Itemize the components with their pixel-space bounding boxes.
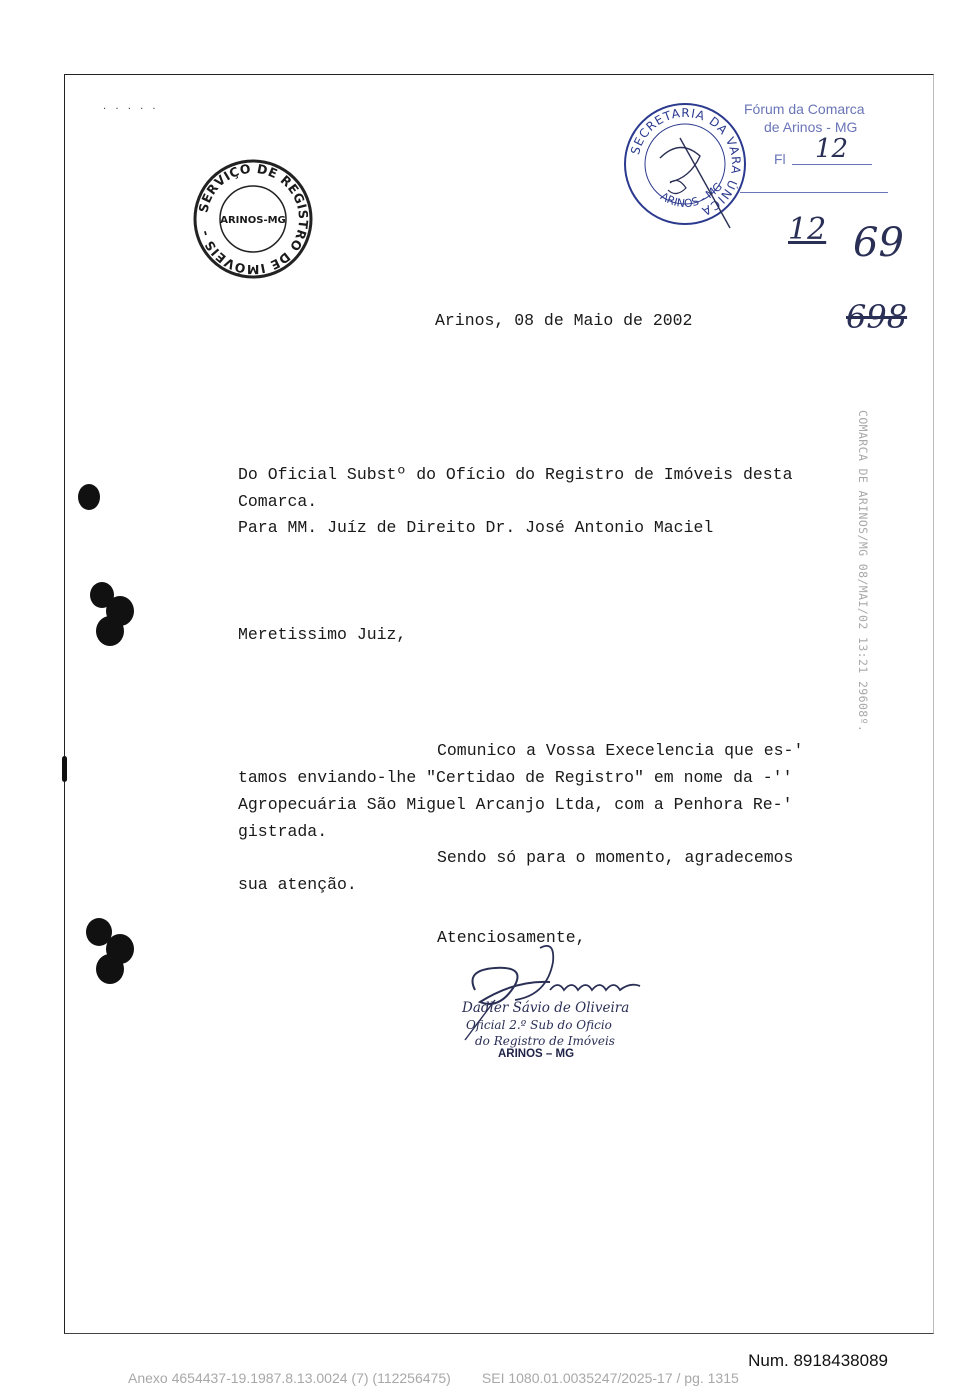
forum-base-line bbox=[740, 192, 888, 193]
edge-mark bbox=[62, 756, 67, 782]
handwritten-page-number-12: 12 bbox=[788, 212, 827, 247]
secretaria-stamp bbox=[620, 98, 750, 233]
signature-role: Oficial 2.º Sub do Oficio bbox=[466, 1018, 612, 1032]
body-line-1: Comunico a Vossa Execelencia que es-' bbox=[437, 741, 804, 760]
footer-reference: Anexo 4654437-19.1987.8.13.0024 (7) (112256475) SEI 1080.01.0035247/2025-17 / pg. 1315 bbox=[128, 1370, 739, 1386]
punch-hole-middle bbox=[90, 582, 136, 648]
speck-marks: · · · · · bbox=[103, 104, 159, 115]
registro-stamp bbox=[192, 158, 314, 280]
registro-stamp-center: ARINOS-MG bbox=[220, 215, 286, 226]
body-line-5: Sendo só para o momento, agradecemos bbox=[437, 848, 794, 867]
forum-fl-line bbox=[792, 164, 872, 165]
forum-stamp bbox=[740, 100, 890, 190]
body-line-4: gistrada. bbox=[238, 822, 328, 841]
handwritten-page-number-69: 69 bbox=[853, 220, 904, 266]
from-line-1: Do Oficial Substº do Ofício do Registro de Imóveis desta bbox=[238, 465, 793, 484]
secretaria-ring-text: SECRETARIA DA VARA ÚNICA bbox=[628, 105, 744, 219]
signature-office: do Registro de Imóveis bbox=[475, 1034, 615, 1048]
secretaria-bottom-text: ARINOS - MG bbox=[658, 179, 725, 211]
punch-hole-bottom bbox=[86, 918, 136, 984]
forum-fl-number: 12 bbox=[815, 134, 849, 164]
signature-city: ARINOS – MG bbox=[498, 1048, 575, 1060]
handwritten-page-number-698: 698 bbox=[846, 298, 908, 336]
closing: Atenciosamente, bbox=[437, 928, 586, 947]
body-line-6: sua atenção. bbox=[238, 875, 357, 894]
signature-name: Dadler Sávio de Oliveira bbox=[462, 1000, 630, 1016]
footer-document-number: Num. 8918438089 bbox=[748, 1351, 888, 1370]
letter-date: Arinos, 08 de Maio de 2002 bbox=[435, 311, 693, 330]
forum-stamp-line-2: de Arinos - MG bbox=[764, 119, 858, 135]
salutation: Meretissimo Juiz, bbox=[238, 625, 407, 644]
forum-folio bbox=[740, 134, 890, 190]
to-line: Para MM. Juíz de Direito Dr. José Antonio Maciel bbox=[238, 518, 714, 537]
body-line-2: tamos enviando-lhe "Certidao de Registro" em nome da -'' bbox=[238, 768, 793, 787]
punch-hole-top bbox=[78, 484, 100, 510]
forum-fl-label: Fl bbox=[774, 151, 786, 167]
forum-stamp-line-1: Fórum da Comarca bbox=[744, 101, 865, 117]
from-line-2: Comarca. bbox=[238, 492, 318, 511]
registro-stamp-ring-text: SERVIÇO DE REGISTRO DE IMÓVEIS - bbox=[195, 160, 312, 278]
protocol-stamp-vertical: COMARCA DE ARINOS/MG 08/MAI/02 13:21 29608º. bbox=[856, 410, 870, 733]
body-line-3: Agropecuária São Miguel Arcanjo Ltda, com a Penhora Re-' bbox=[238, 795, 793, 814]
